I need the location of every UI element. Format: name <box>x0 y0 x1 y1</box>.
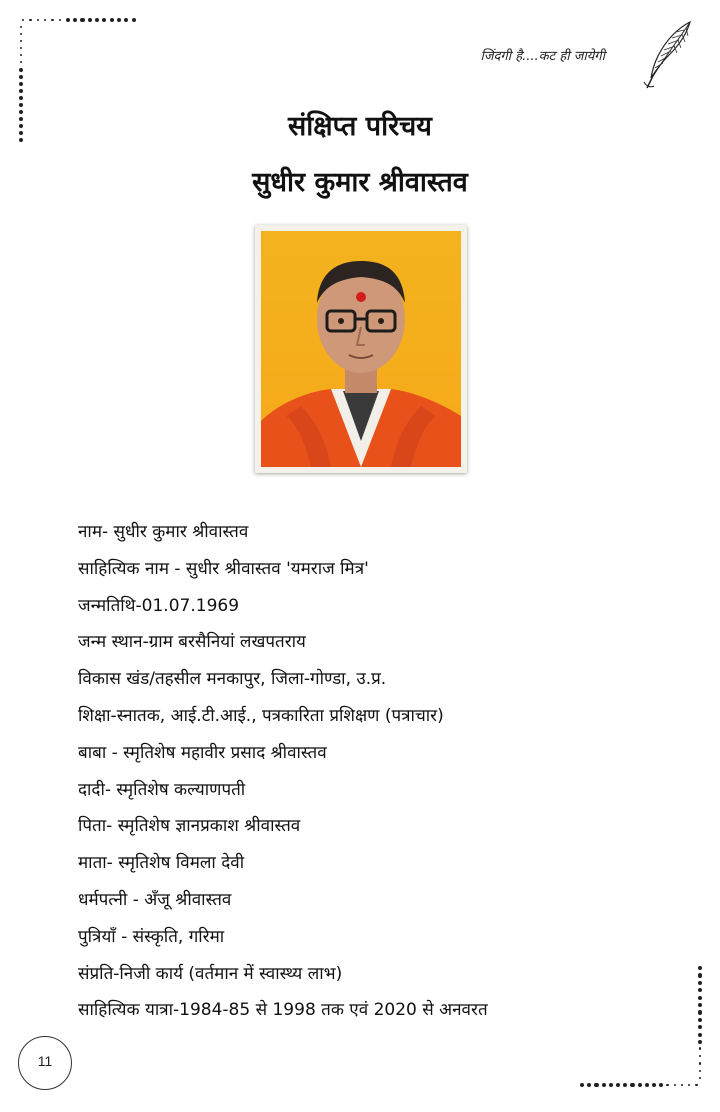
decorative-dot <box>88 18 92 22</box>
detail-birth-date: जन्मतिथि-01.07.1969 <box>78 595 240 616</box>
decorative-dot <box>638 1083 642 1087</box>
decorative-dot <box>699 1047 701 1049</box>
decorative-dot <box>102 18 106 22</box>
page-number: 11 <box>37 1053 53 1069</box>
decorative-dot <box>73 18 77 22</box>
decorative-dot <box>652 1083 656 1087</box>
detail-birth-place: जन्म स्थान-ग्राम बरसैनियां लखपतराय <box>78 632 306 653</box>
detail-daughters: पुत्रियाँ - संस्कृति, गरिमा <box>78 926 225 947</box>
detail-grandfather: बाबा - स्मृतिशेष महावीर प्रसाद श्रीवास्तव <box>78 742 327 763</box>
detail-mother: माता- स्मृतिशेष विमला देवी <box>78 853 245 874</box>
decorative-dot <box>659 1083 663 1087</box>
decorative-dot <box>699 1062 701 1064</box>
decorative-dot <box>630 1083 634 1087</box>
decorative-dot <box>695 1084 697 1086</box>
decorative-dot <box>698 1025 702 1029</box>
decorative-dot <box>698 1003 702 1007</box>
decorative-dot <box>20 47 22 49</box>
page-number-circle <box>18 1036 72 1090</box>
decorative-dot <box>80 18 84 22</box>
decorative-dot <box>37 19 39 21</box>
decorative-dot <box>616 1083 620 1087</box>
photo-frame <box>255 225 467 473</box>
decorative-dot <box>698 973 702 977</box>
decorative-dot <box>666 1084 668 1086</box>
decorative-dot <box>20 33 22 35</box>
decorative-dot <box>602 1083 606 1087</box>
portrait-photo <box>261 231 461 467</box>
detail-block-tehsil: विकास खंड/तहसील मनकापुर, जिला-गोण्डा, उ.प्र. <box>78 669 387 690</box>
detail-grandmother: दादी- स्मृतिशेष कल्याणपती <box>78 779 246 800</box>
decorative-dot <box>20 26 22 28</box>
biography-details <box>78 514 698 1029</box>
decorative-dot <box>594 1083 598 1087</box>
decorative-dot <box>688 1084 690 1086</box>
decorative-dot <box>20 54 22 56</box>
decorative-dot <box>19 89 23 93</box>
decorative-dot <box>699 1077 701 1079</box>
decorative-dot <box>19 75 23 79</box>
decorative-dot <box>580 1083 584 1087</box>
decorative-dot <box>19 96 23 100</box>
decorative-dot <box>698 1010 702 1014</box>
decorative-dot <box>59 19 61 21</box>
page-title: संक्षिप्त परिचय <box>288 111 432 142</box>
decorative-dot <box>587 1083 591 1087</box>
decorative-dot <box>19 82 23 86</box>
decorative-dot <box>609 1083 613 1087</box>
decorative-dot <box>51 19 53 21</box>
detail-literary-name: साहित्यिक नाम - सुधीर श्रीवास्तव 'यमराज मित्र' <box>78 558 369 579</box>
decorative-dot <box>29 19 31 21</box>
feather-quill-icon <box>638 18 698 90</box>
decorative-dot <box>95 18 99 22</box>
decorative-dot <box>698 1018 702 1022</box>
decorative-dot <box>22 19 24 21</box>
decorative-dot <box>623 1083 627 1087</box>
decorative-dot <box>645 1083 649 1087</box>
decorative-dot <box>699 1055 701 1057</box>
detail-name: नाम- सुधीर कुमार श्रीवास्तव <box>78 522 249 542</box>
decorative-dot <box>698 1033 702 1037</box>
detail-literary-journey: साहित्यिक यात्रा-1984-85 से 1998 तक एवं 2020 से अनवरत <box>78 1000 488 1021</box>
decorative-dot <box>19 68 23 72</box>
decorative-dot <box>699 1070 701 1072</box>
decorative-dot <box>44 19 46 21</box>
detail-education: शिक्षा-स्नातक, आई.टी.आई., पत्रकारिता प्रशिक्षण (पत्राचार) <box>78 705 444 726</box>
decorative-dot <box>110 18 114 22</box>
decorative-dot <box>698 1040 702 1044</box>
decorative-dot <box>698 966 702 970</box>
decorative-dot <box>20 40 22 42</box>
decorative-dot <box>20 61 22 63</box>
author-name-title: सुधीर कुमार श्रीवास्तव <box>252 167 468 198</box>
decorative-dot <box>681 1084 683 1086</box>
decorative-dot <box>698 988 702 992</box>
decorative-dot <box>698 996 702 1000</box>
decorative-dot <box>674 1084 676 1086</box>
detail-father: पिता- स्मृतिशेष ज्ञानप्रकाश श्रीवास्तव <box>78 816 301 837</box>
header-tagline: जिंदगी है....कट ही जायेगी <box>480 49 605 64</box>
decorative-dot <box>66 18 70 22</box>
decorative-dot <box>132 18 136 22</box>
detail-wife: धर्मपत्नी - अँजू श्रीवास्तव <box>78 889 232 910</box>
decorative-dot <box>117 18 121 22</box>
decorative-dot <box>698 981 702 985</box>
detail-occupation: संप्रति-निजी कार्य (वर्तमान में स्वास्थ्य लाभ) <box>78 963 343 984</box>
decorative-dot <box>124 18 128 22</box>
